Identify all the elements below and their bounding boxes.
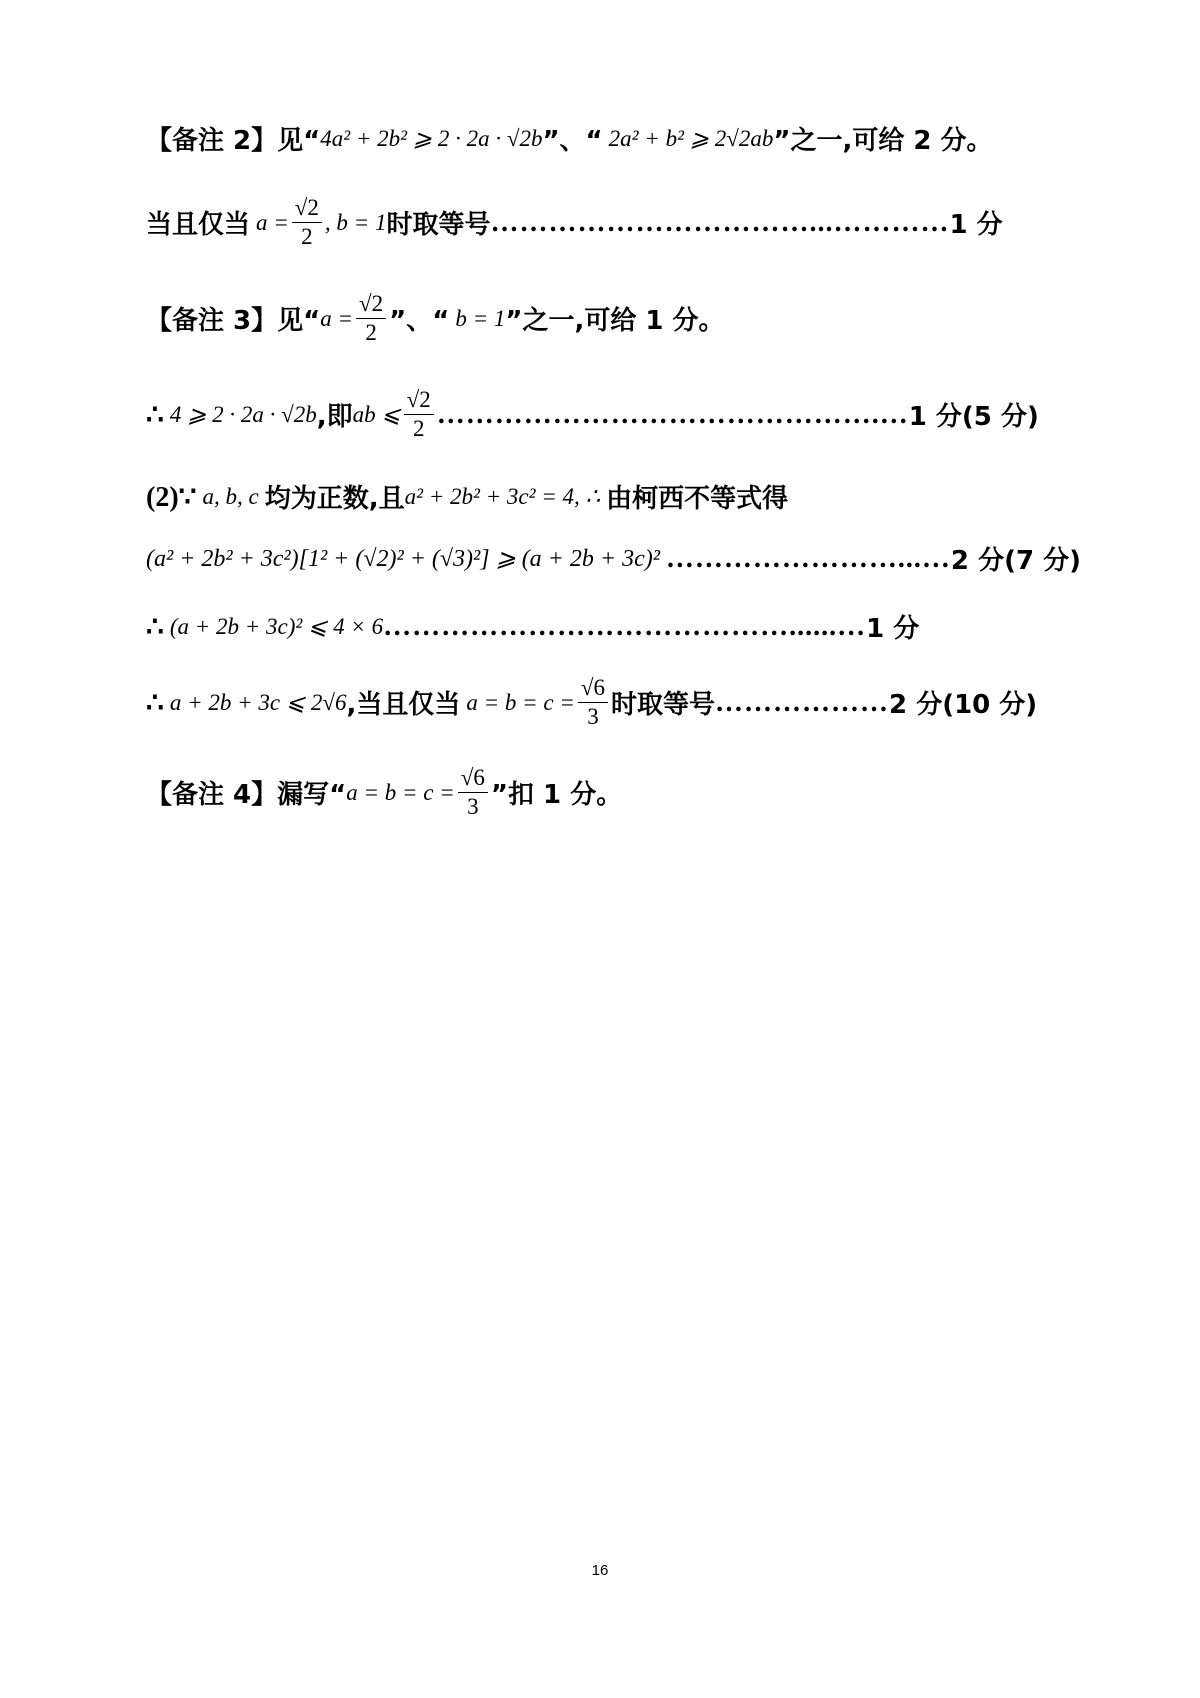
leader-dots: ………………: [715, 686, 890, 718]
fraction-numerator: √6: [458, 766, 488, 793]
equality-suffix: 时取等号: [386, 210, 491, 241]
therefore-1-expr: 4 ⩾ 2 · 2a · √2b: [169, 401, 317, 427]
therefore-symbol: ∴: [146, 611, 164, 643]
therefore-1-line: [146, 388, 1039, 441]
note-3-tag: 【备注 3】: [146, 306, 278, 337]
therefore-symbol: ∴: [146, 687, 164, 719]
fraction-denominator: 2: [365, 320, 377, 346]
therefore-2-expr: (a + 2b + 3c)² ⩽ 4 × 6: [169, 613, 384, 639]
note-2-see: 见“: [277, 126, 321, 156]
equality-lhs: a =: [256, 209, 289, 235]
note-3-tail: ”之一,可给 1 分。: [505, 306, 725, 337]
page-number: 16: [591, 1562, 609, 1579]
note-4-tag: 【备注 4】: [146, 780, 278, 811]
fraction-denominator: 3: [467, 794, 479, 820]
fraction-denominator: 2: [412, 416, 425, 442]
fraction-denominator: 3: [587, 704, 599, 730]
note-3-lhs: a =: [320, 305, 354, 331]
part-2-text2: 由柯西不等式得: [606, 484, 789, 514]
score-label: 1 分: [949, 210, 1003, 241]
therefore-3-lhs: a = b = c =: [466, 689, 575, 715]
equality-rhs: , b = 1: [324, 209, 387, 235]
note-4-tail: ”扣 1 分。: [490, 780, 623, 811]
note-3-sep: ”、“: [389, 306, 450, 337]
note-4-line: [146, 766, 622, 819]
therefore-3-mid: ,当且仅当: [346, 690, 461, 721]
note-2-expr1: 4a² + 2b² ⩾ 2 · 2a · √2b: [320, 125, 543, 151]
cauchy-expr: (a² + 2b² + 3c²)[1² + (√2)² + (√3)²] ⩾ (a + 2b + 3c)²: [146, 546, 660, 572]
part-2-text1: 均为正数,且: [264, 484, 405, 514]
fraction-numerator: √2: [356, 292, 386, 319]
leader-dots: ……………………………………......…: [383, 610, 867, 642]
equality-fraction: [292, 196, 322, 249]
note-2-sep: ”、“: [542, 126, 603, 156]
note-2-expr2: 2a² + b² ⩾ 2√2ab: [608, 125, 774, 151]
therefore-3-line: [146, 676, 1037, 729]
note-3-fraction: [356, 292, 386, 345]
part-2-expr: a² + 2b² + 3c² = 4, ∴: [404, 483, 601, 509]
therefore-3-suffix: 时取等号: [611, 690, 716, 721]
equality-prefix: 当且仅当: [146, 210, 251, 241]
fraction-numerator: √2: [292, 196, 322, 223]
therefore-3-fraction: [578, 676, 608, 729]
part-2-line: [146, 478, 788, 515]
note-3-see: 见“: [277, 306, 321, 337]
leader-dots: ……………………...…: [665, 542, 951, 574]
note-3-line: [146, 292, 725, 345]
score-label: 2 分(10 分): [889, 690, 1038, 721]
part-2-vars: a, b, c: [202, 483, 259, 509]
therefore-1-expr2: ab ⩽: [352, 401, 401, 427]
note-2-tag: 【备注 2】: [146, 126, 278, 156]
equality-line: [146, 196, 1003, 249]
leader-dots: ……………………………………….…: [436, 398, 909, 430]
fraction-denominator: 2: [301, 224, 313, 250]
note-2-tail: ”之一,可给 2 分。: [773, 126, 993, 156]
cauchy-line: [146, 540, 1081, 577]
note-3-expr2: b = 1: [455, 305, 506, 331]
score-label: 1 分(5 分): [908, 402, 1039, 433]
therefore-3-expr: a + 2b + 3c ⩽ 2√6: [169, 689, 347, 715]
note-4-text: 漏写“: [277, 780, 347, 811]
part-2-label: (2)∵: [146, 481, 197, 513]
note-2-line: [146, 120, 993, 157]
fraction-numerator: √2: [404, 388, 434, 415]
therefore-1-fraction: [404, 388, 434, 441]
therefore-2-line: [146, 608, 919, 645]
fraction-numerator: √6: [578, 676, 608, 703]
note-4-fraction: [458, 766, 488, 819]
note-4-lhs: a = b = c =: [346, 779, 455, 805]
score-label: 2 分(7 分): [950, 546, 1081, 576]
leader-dots: ……………………………...…………: [490, 206, 950, 238]
score-label: 1 分: [866, 614, 920, 644]
therefore-1-mid: ,即: [316, 402, 353, 433]
therefore-symbol: ∴: [146, 399, 164, 431]
